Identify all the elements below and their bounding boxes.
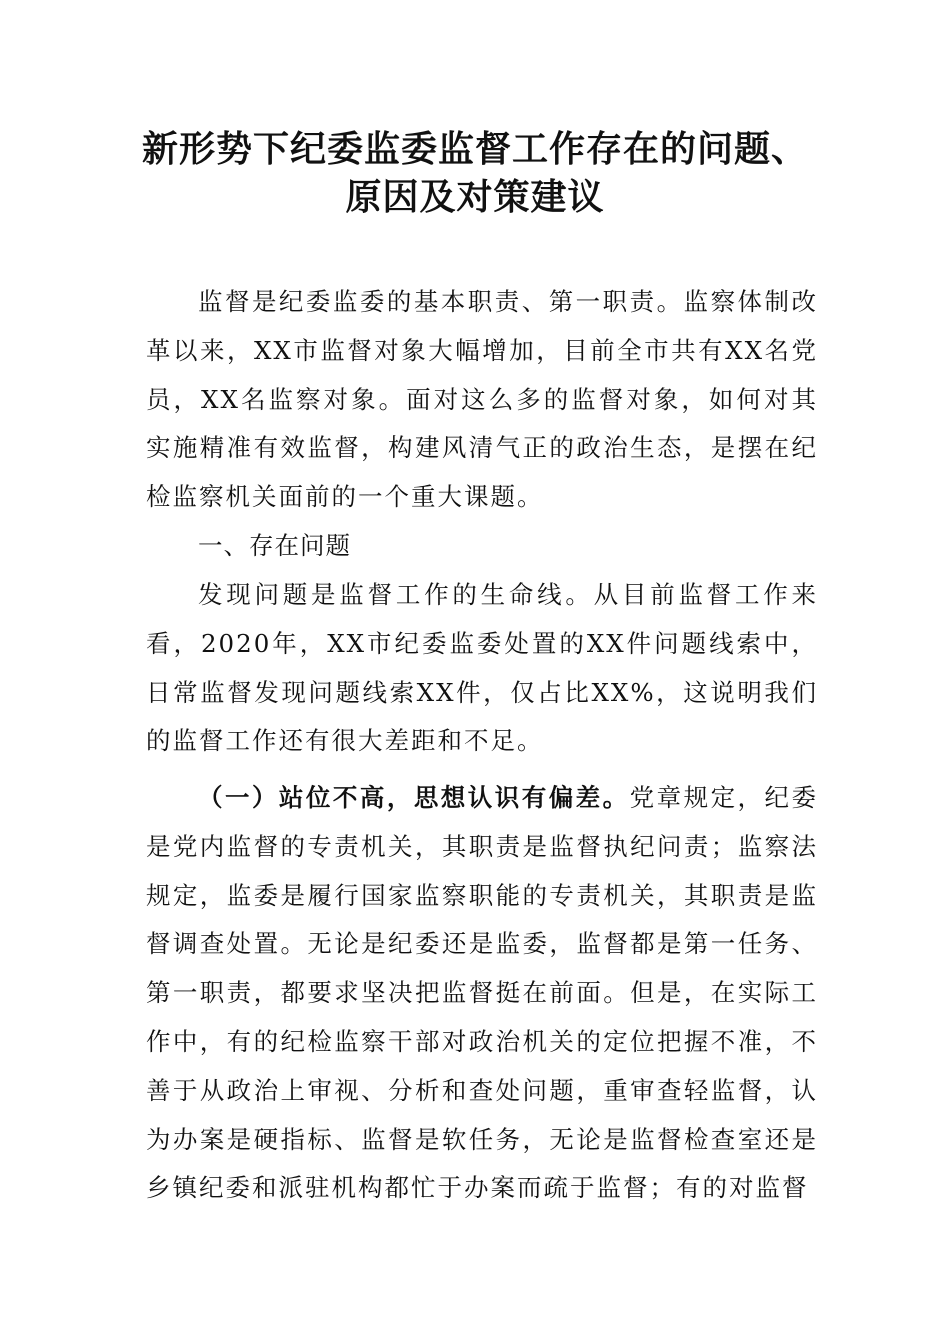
subsection-1-paragraph: [146, 774, 818, 1213]
document-title-line-1: 新形势下纪委监委监督工作存在的问题、: [141, 128, 808, 170]
subsection-1-text: 党章规定，纪委是党内监督的专责机关，其职责是监督执纪问责；监察法规定，监委是履行国家监察职能的专责机关，其职责是监督调查处置。无论是纪委还是监委，监督都是第一任务、第一职责，都要求坚决把监督挺在前面。但是，在实际工作中，有的纪检监察干部对政治机关的定位把握不准，不善于从政治上审视、分析和查处问题，重审查轻监督，认为办案是硬指标、监督是软任务，无论是监督检查室还是乡镇纪委和派驻机构都忙于办案而疏于监督；有的对监督: [146, 783, 819, 1203]
subsection-1-lead: （一）站位不高，思想认识有偏差。: [198, 783, 630, 812]
section-heading-existing-problems: 一、存在问题: [198, 531, 351, 560]
intro-paragraph: 监督是纪委监委的基本职责、第一职责。监察体制改革以来，XX市监督对象大幅增加，目前全市共有XX名党员，XX名监察对象。面对这么多的监督对象，如何对其实施精准有效监督，构建风清气正的政治生态，是摆在纪检监察机关面前的一个重大课题。: [146, 287, 818, 512]
document-title-line-2: 原因及对策建议: [345, 176, 605, 218]
problems-overview-paragraph: 发现问题是监督工作的生命线。从目前监督工作来看，2020年，XX市纪委监委处置的XX件问题线索中，日常监督发现问题线索XX件，仅占比XX%，这说明我们的监督工作还有很大差距和不足。: [146, 580, 818, 756]
